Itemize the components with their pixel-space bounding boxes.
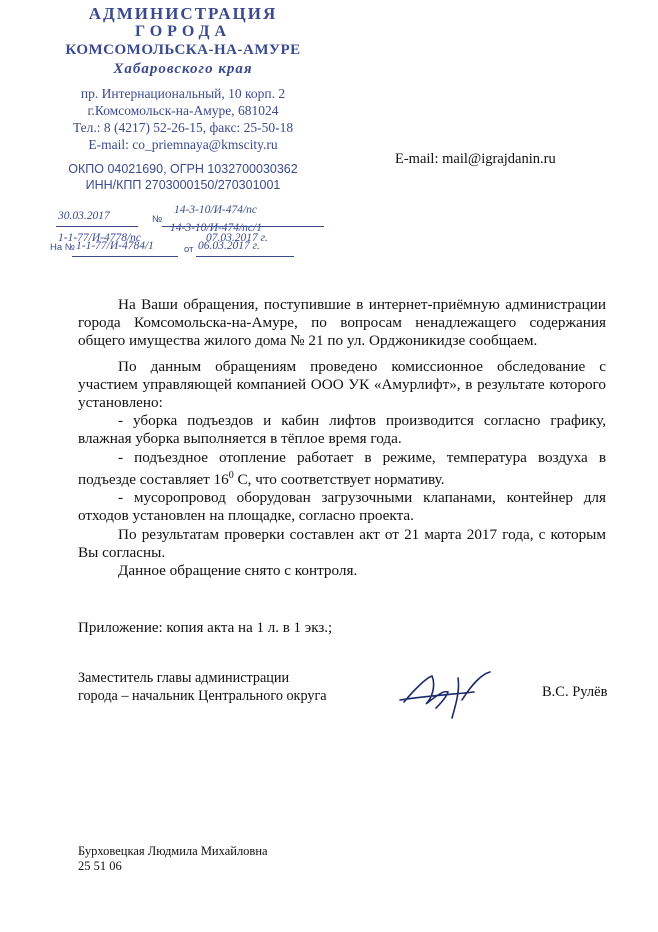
org-codes xyxy=(48,161,318,193)
inn-kpp: ИНН/КПП 2703000150/270301001 xyxy=(85,178,281,192)
body-paragraph-3: - уборка подъездов и кабин лифтов производится согласно графику, влажная уборка выполняется в тёплое время года. xyxy=(78,412,606,448)
signatory-title-line-2: города – начальник Центрального округа xyxy=(78,687,327,704)
ref-date-2: 06.03.2017 г. xyxy=(198,240,260,252)
ref-number-3: 1-1-77/И-4784/1 xyxy=(76,240,154,252)
body-paragraph-6: По результатам проверки составлен акт от 21 марта 2017 года, с которым Вы согласны. xyxy=(78,525,606,561)
org-address xyxy=(48,85,318,153)
address-line-1: пр. Интернациональный, 10 корп. 2 xyxy=(80,86,286,101)
body-paragraph-4 xyxy=(78,449,606,489)
org-name-line3: КОМСОМОЛЬСКА-НА-АМУРЕ xyxy=(65,42,301,58)
ref-number-1: 14-3-10/И-474/пс/1 xyxy=(170,222,262,234)
ref-underline xyxy=(72,256,178,257)
okpo-ogrn: ОКПО 04021690, ОГРН 1032700030362 xyxy=(68,162,298,176)
outgoing-number: 14-3-10/И-474/пс xyxy=(174,204,258,216)
body-paragraph-2: По данным обращениям проведено комиссионное обследование с участием управляющей компанией ООО УК «Амурлифт», в результате которого установлено: xyxy=(78,357,606,412)
temperature-text: - подъездное отопление работает в режиме, температура воздуха в подъезде составляет 16 xyxy=(78,448,606,488)
from-label: от xyxy=(184,244,194,255)
registration-block xyxy=(50,204,326,264)
date-underline xyxy=(56,226,138,227)
letterhead-stamp xyxy=(48,4,318,193)
body-paragraph-1: На Ваши обращения, поступившие в интернет-приёмную администрации города Комсомольска-на-Амуре, по вопросам ненадлежащего содержания общего имущества жилого дома № 21 по ул. Орджоникидзе сообщаем. xyxy=(78,296,606,350)
number-label: № xyxy=(152,214,163,225)
signatory-title xyxy=(78,670,327,705)
ref-label: На № xyxy=(50,242,75,253)
address-line-2: г.Комсомольск-на-Амуре, 681024 xyxy=(87,103,279,118)
executor-name: Бурховецкая Людмила Михайловна xyxy=(78,844,268,858)
signatory-name: В.С. Рулёв xyxy=(542,684,608,700)
org-email: E-mail: co_priemnaya@kmscity.ru xyxy=(88,137,278,152)
ref-number-2: 1-1-77/И-4778/пс xyxy=(58,232,142,244)
ref-date-1: 07.03.2017 г. xyxy=(206,232,268,244)
attachment-note: Приложение: копия акта на 1 л. в 1 экз.; xyxy=(78,620,333,636)
executor-phone: 25 51 06 xyxy=(78,859,122,873)
org-name-line2: ГОРОДА xyxy=(134,23,232,40)
ref-date-underline xyxy=(196,256,294,257)
body-paragraph-5: - мусоропровод оборудован загрузочными клапанами, контейнер для отходов установлен на площадке, согласно проекта. xyxy=(78,489,606,525)
org-name-line1: АДМИНИСТРАЦИЯ xyxy=(88,4,278,23)
outgoing-date: 30.03.2017 xyxy=(58,210,110,222)
org-region: Хабаровского края xyxy=(113,61,253,77)
phone-line: Тел.: 8 (4217) 52-26-15, факс: 25-50-18 xyxy=(72,120,294,135)
temperature-text-end: С, что соответствует нормативу. xyxy=(233,470,445,488)
signatory-title-line-1: Заместитель главы администрации xyxy=(78,670,290,686)
body-paragraph-7: Данное обращение снято с контроля. xyxy=(118,561,358,579)
recipient-email: E-mail: mail@igrajdanin.ru xyxy=(395,151,556,167)
letter-body xyxy=(78,296,606,580)
executor-info xyxy=(78,844,268,874)
degree-superscript: 0 xyxy=(228,469,234,481)
handwritten-signature xyxy=(396,664,506,722)
